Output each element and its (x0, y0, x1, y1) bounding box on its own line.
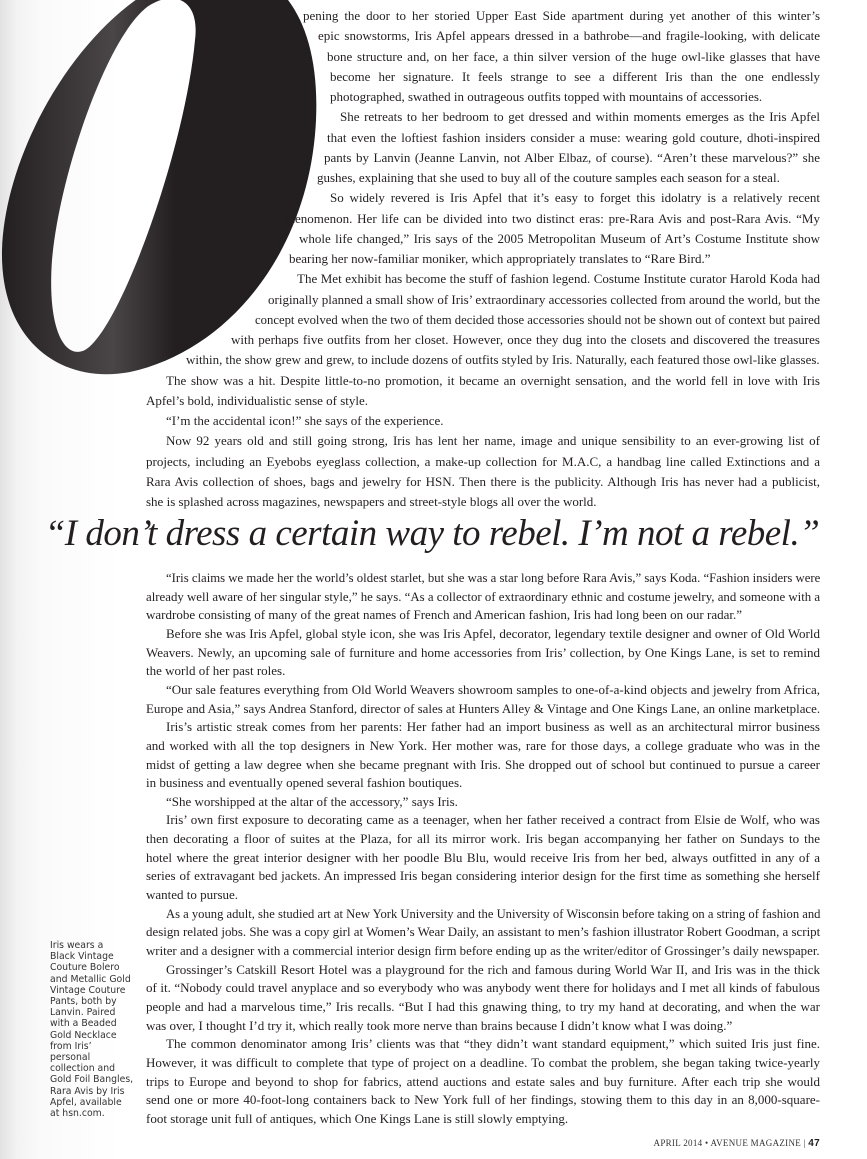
text-line: people and had a marvelous time,” Iris recalls. “But I had this gnawing thing, to try my hand at decorating, and when the war (146, 998, 820, 1014)
text-line: However, it was difficult to complete that type of project on a deadline. To combat the problem, she began taking twice-yearly (146, 1054, 820, 1070)
caption-line: Vintage Couture (50, 984, 126, 996)
caption-line: Lanvin. Paired (50, 1007, 116, 1019)
text-line: The show was a hit. Despite little-to-no promotion, it became an overnight sensation, and the world fell in love with Iris (166, 372, 820, 388)
text-line: Weavers. Newly, an upcoming sale of furniture and home accessories from Iris’ collection, by One Kings Lane, is set to remind (146, 644, 820, 660)
text-line: pants by Lanvin (Jeanne Lanvin, not Alber Elbaz, of course). “Aren’t these marvelous?” she (324, 149, 820, 165)
text-line: trips to Europe and beyond to shop for fabrics, attend auctions and estate sales and buy furniture. After each trip she would (146, 1073, 820, 1089)
caption-line: Black Vintage (50, 951, 114, 963)
text-line: So widely revered is Iris Apfel that it’s easy to forget this idolatry is a relatively recent (330, 190, 820, 206)
caption-line: Couture Bolero (50, 962, 120, 974)
text-line: become her signature. It feels strange to see a different Iris than the one endlessly (330, 68, 820, 84)
caption-line: Apfel, available (50, 1096, 122, 1108)
text-line: “She worshipped at the altar of the accessory,” says Iris. (166, 793, 458, 809)
text-line: pening the door to her storied Upper East Side apartment during yet another of this winter’s (303, 8, 820, 23)
text-line: As a young adult, she studied art at New York University and the University of Wisconsin before taking on a string of fashion and (166, 905, 821, 921)
text-line: design related jobs. She was a copy girl at Women’s Wear Daily, an assistant to men’s fashion illustrator Robert Goodman, a script (146, 924, 821, 940)
text-line: she is splashed across magazines, newspapers and street-style blogs all over the world. (146, 494, 597, 509)
caption-line: with a Beaded (50, 1018, 117, 1030)
text-line: with perhaps five outfits from her closet. However, once they dug into the closets and discovered the treasures (231, 332, 820, 347)
pull-quote: “I don’t dress a certain way to rebel. I’m not a rebel.” (44, 513, 820, 554)
text-line: the world of her past roles. (146, 663, 286, 679)
text-line: and worked with all the top designers in New York. Her mother was, rare for those days, a college graduate who was in the (146, 737, 820, 753)
text-line: midst of getting a law degree when she became pregnant with Iris. She dropped out of school but continued to pursue a career (146, 756, 820, 772)
text-line: The Met exhibit has become the stuff of fashion legend. Costume Institute curator Harold Koda had (297, 271, 820, 287)
text-line: The common denominator among Iris’ clients was that “they didn’t want standard equipment,” which suited Iris just fine. (166, 1036, 820, 1052)
text-line: of it. “Nobody could travel anyplace and so everybody who was anybody went there for holidays and I met all kinds of fabulous (146, 980, 820, 996)
caption-line: Gold Foil Bangles, (50, 1074, 134, 1086)
issue-label: APRIL 2014 • AVENUE MAGAZINE | (653, 1138, 809, 1148)
text-line: already well aware of her singular style,” he says. “As a collector of extraordinary ethnic and costume jewelry, and someone with a (146, 588, 821, 604)
text-line: photographed, swathed in outrageous outfits topped with mountains of accessories. (330, 89, 763, 104)
text-line: in business and eventually opened several fashion boutiques. (146, 775, 463, 791)
caption-line: personal (50, 1052, 91, 1064)
text-line: “Iris claims we made her the world’s oldest starlet, but she was a star long before Rara Avis,” says Koda. “Fashion insiders were (166, 570, 821, 585)
caption-line: Rara Avis by Iris (50, 1085, 125, 1097)
text-line: foot storage unit full of antiques, which One Kings Lane is still slowly emptying. (146, 1110, 569, 1126)
caption-line: and Metallic Gold (50, 973, 131, 985)
text-line: whole life changed,” Iris says of the 2005 Metropolitan Museum of Art’s Costume Institute show (299, 230, 820, 246)
text-line: phenomenon. Her life can be divided into two distinct eras: pre-Rara Avis and post-Rara Avis. “My (282, 210, 820, 226)
text-line: Before she was Iris Apfel, global style icon, she was Iris Apfel, decorator, legendary textile designer and owner of Old World (166, 625, 820, 641)
text-line: series of extravagant bed jackets. An impressed Iris began considering interior design for the first time as something she herself (146, 868, 820, 884)
text-line: wanted to pursue. (146, 887, 239, 903)
text-line: gushes, explaining that she used to buy all of the couture samples each season for a steal. (317, 170, 780, 185)
page-number: 47 (808, 1138, 820, 1149)
text-line: “Our sale features everything from Old World Weavers showroom samples to one-of-a-kind objects and jewelry from Africa, (166, 681, 820, 697)
text-line: that even the loftiest fashion insiders consider a muse: wearing gold couture, dhoti-inspired (327, 129, 820, 145)
page-footer (654, 1138, 820, 1149)
text-line: wardrobe consisting of many of the great names of French and American fashion, Iris had long been on our radar.” (146, 607, 743, 623)
caption-line: collection and (50, 1063, 116, 1075)
text-line: hotel where the great interior designer with her poodle Blu Blu, would receive Iris from her bed, always outfitted in any of a (146, 849, 820, 865)
photo-caption (50, 940, 140, 1119)
text-line: bone structure and, on her face, a thin silver version of the huge owl-like glasses that have (327, 48, 820, 64)
text-line: Now 92 years old and still going strong, Iris has lent her name, image and unique sensibility to an ever-growing list of (166, 433, 820, 449)
caption-line: Gold Necklace (50, 1029, 117, 1041)
text-line: projects, including an Eyebobs eyeglass collection, a make-up collection for M.A.C, a handbag line called Extinctions and a (146, 453, 820, 469)
text-line: then decorating a floor of suites at the Plaza, for all its mirror work. Iris began accompanying her father on Sundays to the (146, 831, 820, 847)
text-line: Grossinger’s Catskill Resort Hotel was a playground for the rich and famous during World War II, and Iris was in the thick (166, 961, 820, 977)
text-line: writer and a designer with a commercial interior design firm before ending up as the writer/editor of Grossinger’s daily newspaper. (146, 943, 820, 958)
text-line: send one or more 40-foot-long containers back to New York full of her findings, stowing them to this day in an 8,000-square- (146, 1092, 820, 1108)
caption-line: at hsn.com. (50, 1108, 105, 1120)
text-line: within, the show grew and grew, to include dozens of outfits styled by Iris. Naturally, each featured those owl-like glasses. (186, 352, 820, 368)
text-line: “I’m the accidental icon!” she says of the experience. (166, 413, 444, 428)
text-line: concept evolved when the two of them decided those accessories should not be shown out of context but paired (255, 311, 821, 327)
text-line: epic snowstorms, Iris Apfel appears dressed in a bathrobe—and fragile-looking, with delicate (318, 28, 820, 44)
caption-line: from Iris’ (50, 1040, 92, 1052)
text-line: was over, I thought I’d try it, which really took more nerve than brains because I didn’t know what I was doing.” (146, 1017, 733, 1033)
text-line: Rara Avis collection of shoes, bags and jewelry for HSN. Then there is the publicity. Although Iris has never had a publicist, (146, 473, 820, 489)
text-line: Iris’ own first exposure to decorating came as a teenager, when her father received a contract from Elsie de Wolf, who was (166, 812, 820, 828)
text-line: She retreats to her bedroom to get dressed and within moments emerges as the Iris Apfel (340, 109, 820, 125)
text-line: Apfel’s bold, individualistic sense of style. (146, 392, 369, 408)
text-line: Iris’s artistic streak comes from her parents: Her father had an import business as well as an architectural mirror business (166, 719, 820, 735)
caption-line: Iris wears a (50, 940, 104, 951)
caption-line: Pants, both by (50, 996, 117, 1008)
text-line: Europe and Asia,” says Andrea Stanford, director of sales at Hunters Alley & Vintage and One Kings Lane, an online marketplace. (146, 700, 821, 716)
text-line: bearing her now-familiar moniker, which appropriately translates to “Rare Bird.” (289, 251, 711, 266)
text-line: originally planned a small show of Iris’ extraordinary accessories collected from around the world, but the (268, 291, 821, 307)
